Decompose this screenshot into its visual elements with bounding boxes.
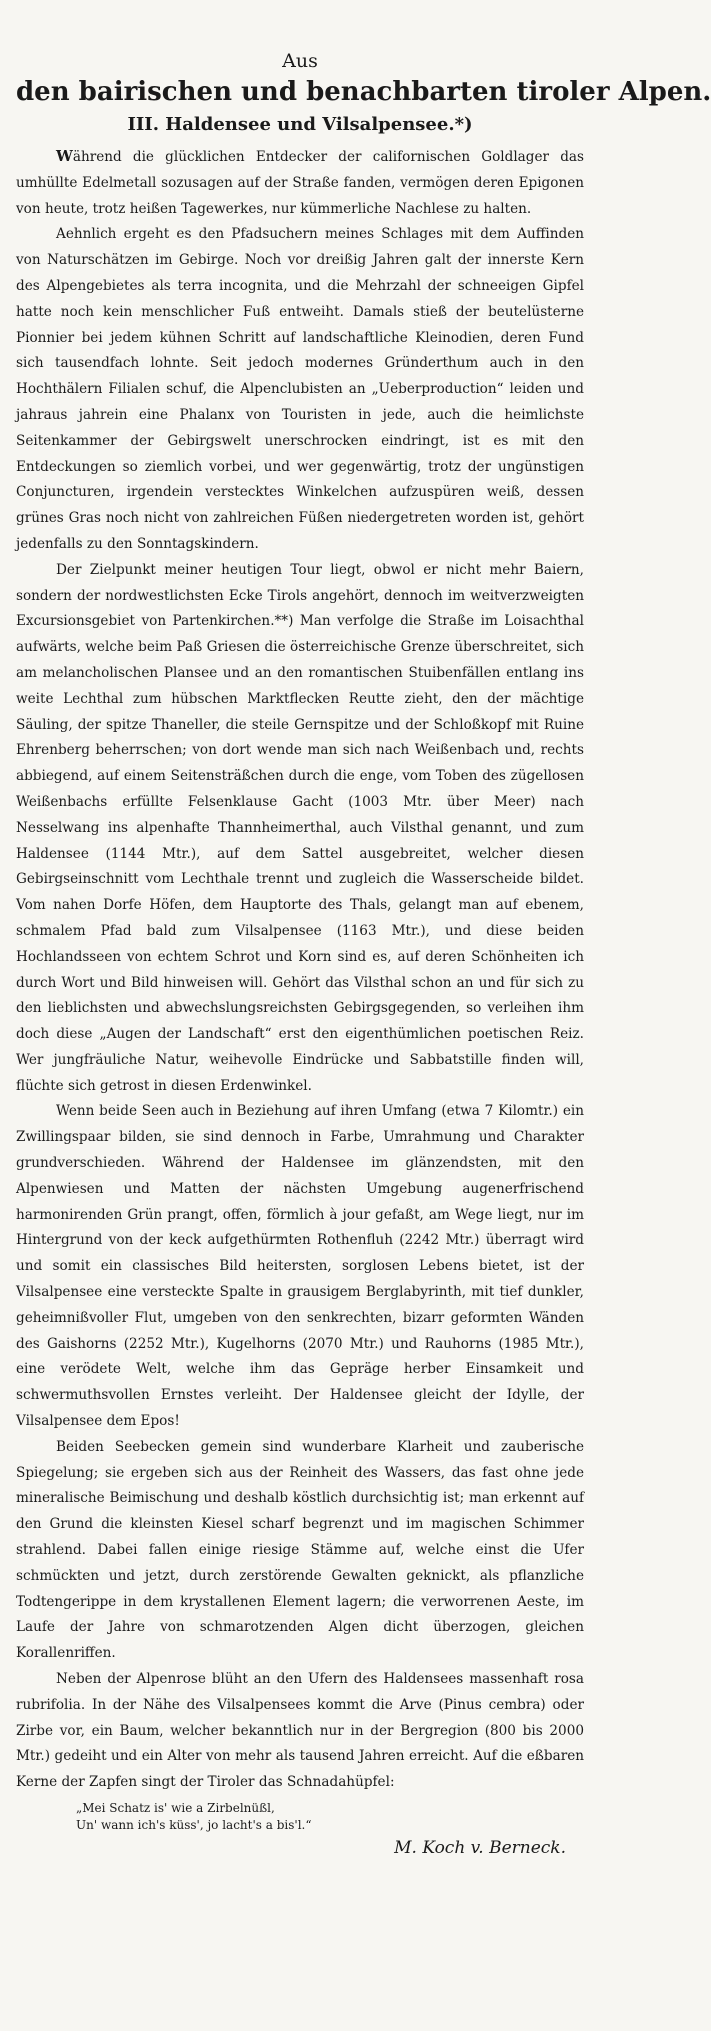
verse-line: Un' wann ich's küss', jo lacht's a bis'l.“ bbox=[76, 1818, 312, 1832]
author-signature: M. Koch v. Berneck. bbox=[394, 1838, 566, 1858]
paragraph: Beiden Seebecken gemein sind wunderbare Klarheit und zauberische Spiegelung; sie ergeben sich aus der Reinheit des Wassers, das fast ohne jede mineralische Beimischung und deshalb köstlich durchsichtig ist; man erkennt auf den Grund die kleinsten Kiesel scharf begrenzt und im magischen Schimmer strahlend. Dabei fallen einige riesige Stämme auf, welche einst die Ufer schmückten und jetzt, durch zerstörende Gewalten geknickt, als pflanzliche Todtengerippe in dem krystallenen Element lagern; die verworrenen Aeste, im Laufe der Jahre von schmarotzenden Algen dicht überzogen, gleichen Korallenriffen. bbox=[16, 1438, 584, 1662]
paragraph: Der Zielpunkt meiner heutigen Tour liegt, obwol er nicht mehr Baiern, sondern der nordwestlichsten Ecke Tirols angehört, dennoch im weitverzweigten Excursionsgebiet von Partenkirchen.**) Man verfolge die Straße im Loisachthal aufwärts, welche beim Paß Griesen die österreichische Grenze überschreitet, sich am melancholischen Plansee und an den romantischen Stuibenfällen entlang ins weite Lechthal zum hübschen Marktflecken Reutte zieht, den der mächtige Säuling, der spitze Thaneller, die steile Gernspitze und der Schloßkopf mit Ruine Ehrenberg beherrschen; von dort wende man sich nach Weißenbach und, rechts abbiegend, auf einem Seitensträßchen durch die enge, vom Toben des zügellosen Weißenbachs erfüllte Felsenklause Gacht (1003 Mtr. über Meer) nach Nesselwang ins alpenhafte Thannheimerthal, auch Vilsthal genannt, und zum Haldensee (1144 Mtr.), auf dem Sattel ausgebreitet, welcher diesen Gebirgseinschnitt vom Lechthale trennt und zugleich die Wasserscheide bildet. Vom nahen Dorfe Höfen, dem Hauptorte des Thals, gelangt man auf ebenem, schmalem Pfad bald zum Vilsalpensee (1163 Mtr.), und diese beiden Hochlandsseen von echtem Schrot und Korn sind es, auf deren Schönheiten ich durch Wort und Bild hinweisen will. Gehört das Vilsthal schon an und für sich zu den lieblichsten und abwechslungsreichsten Gebirgsgegenden, so verleihen ihm doch diese „Augen der Landschaft“ erst den eigenthümlichen poetischen Reiz. Wer jungfräuliche Natur, weihevolle Eindrücke und Sabbatstille finden will, flüchte sich getrost in diesen Erdenwinkel. bbox=[16, 561, 584, 1094]
verse-block bbox=[76, 1800, 584, 1834]
paragraph: Während die glücklichen Entdecker der californischen Goldlager das umhüllte Edelmetall sozusagen auf der Straße fanden, vermögen deren Epigonen von heute, trotz heißen Tagewerkes, nur kümmerliche Nachlese zu halten. bbox=[16, 147, 584, 217]
article-kicker: Aus bbox=[282, 50, 318, 72]
paragraph: Wenn beide Seen auch in Beziehung auf ihren Umfang (etwa 7 Kilomtr.) ein Zwillingspaar bilden, sie sind dennoch in Farbe, Umrahmung und Charakter grundverschieden. Während der Haldensee im glänzendsten, mit den Alpenwiesen und Matten der nächsten Umgebung augenerfrischend harmonirenden Grün prangt, offen, förmlich à jour gefaßt, am Wege liegt, nur im Hintergrund von der keck aufgethürmten Rothenfluh (2242 Mtr.) überragt wird und somit ein classisches Bild heitersten, sorglosen Lebens bietet, ist der Vilsalpensee eine versteckte Spalte in grausigem Berglabyrinth, mit tief dunkler, geheimnißvoller Flut, umgeben von den senkrechten, bizarr geformten Wänden des Gaishorns (2252 Mtr.), Kugelhorns (2070 Mtr.) und Rauhorns (1985 Mtr.), eine verödete Welt, welche ihm das Gepräge herber Einsamkeit und schwermuthsvollen Ernstes verleiht. Der Haldensee gleicht der Idylle, der Vilsalpensee dem Epos! bbox=[16, 1103, 584, 1430]
verse-line: „Mei Schatz is' wie a Zirbelnüßl, bbox=[76, 1801, 275, 1815]
paragraph: Neben der Alpenrose blüht an den Ufern des Haldensees massenhaft rosa rubrifolia. In der Nähe des Vilsalpensees kommt die Arve (Pinus cembra) oder Zirbe vor, ein Baum, welcher bekanntlich nur in der Bergregion (800 bis 2000 Mtr.) gedeiht und ein Alter von mehr als tausend Jahren erreicht. Auf die eßbaren Kerne der Zapfen singt der Tiroler das Schnadahüpfel: bbox=[16, 1671, 584, 1791]
paragraph: Aehnlich ergeht es den Pfadsuchern meines Schlages mit dem Auffinden von Naturschätzen im Gebirge. Noch vor dreißig Jahren galt der innerste Kern des Alpengebietes als terra incognita, und die Mehrzahl der schneeigen Gipfel hatte noch kein menschlicher Fuß entweiht. Damals stieß der beutelüsterne Pionnier bei jedem kühnen Schritt auf landschaftliche Kleinodien, deren Fund sich tausendfach lohnte. Seit jedoch modernes Gründerthum auch in den Hochthälern Filialen schuf, die Alpenclubisten an „Ueberproduction“ leiden und jahraus jahrein eine Phalanx von Touristen in jede, auch die heimlichste Seitenkammer der Gebirgswelt unerschrocken eindringt, ist es mit den Entdeckungen so ziemlich vorbei, und wer gegenwärtig, trotz der ungünstigen Conjuncturen, irgendein verstecktes Winkelchen aufzuspüren weiß, dessen grünes Gras noch nicht von zahlreichen Füßen niedergetreten worden ist, gehört jedenfalls zu den Sonntagskindern. bbox=[16, 226, 584, 552]
article-subtitle: III. Haldensee und Vilsalpensee.*) bbox=[127, 114, 473, 135]
article-title: den bairischen und benachbarten tiroler Alpen. bbox=[16, 77, 711, 107]
